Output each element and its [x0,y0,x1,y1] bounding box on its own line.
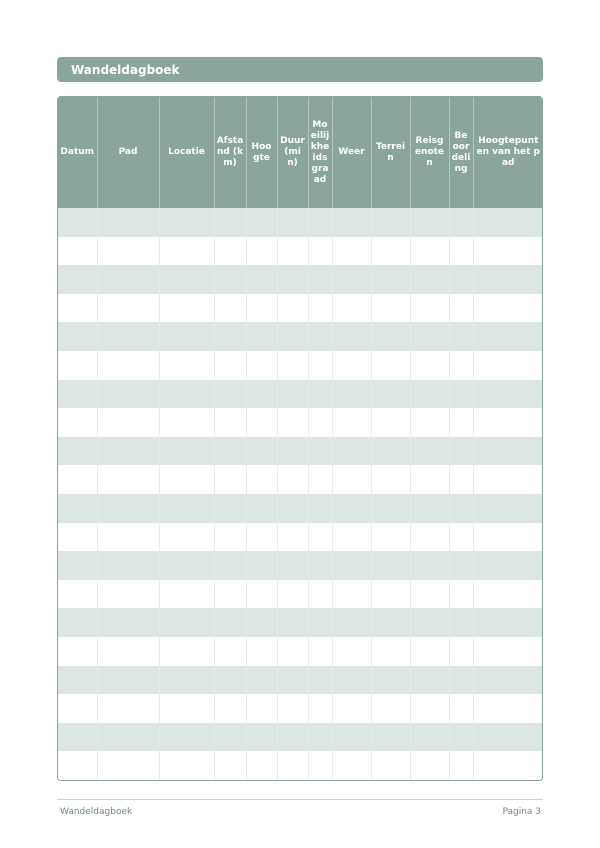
table-cell[interactable] [308,380,332,409]
table-cell[interactable] [410,437,449,466]
table-cell[interactable] [97,637,159,666]
column-header-difficulty: Moeilijkheidsgraad [308,97,332,208]
table-cell[interactable] [473,723,543,752]
table-cell[interactable] [449,694,473,723]
table-cell[interactable] [214,237,246,266]
table-cell[interactable] [277,523,308,552]
table-cell[interactable] [97,694,159,723]
table-cell[interactable] [332,580,371,609]
table-cell[interactable] [449,437,473,466]
table-cell[interactable] [97,608,159,637]
table-cell[interactable] [159,208,214,237]
column-header-distance: Afstand (km) [214,97,246,208]
table-cell[interactable] [58,237,97,266]
table-cell[interactable] [308,208,332,237]
table-cell[interactable] [246,237,277,266]
table-cell[interactable] [159,694,214,723]
table-cell[interactable] [97,580,159,609]
table-cell[interactable] [277,637,308,666]
table-row [58,608,543,637]
table-cell[interactable] [159,608,214,637]
table-cell[interactable] [473,751,543,780]
table-cell[interactable] [410,723,449,752]
table-cell[interactable] [246,265,277,294]
table-cell[interactable] [97,351,159,380]
table-cell[interactable] [214,465,246,494]
footer-title: Wandeldagboek [60,807,133,817]
table-cell[interactable] [159,494,214,523]
table-cell[interactable] [371,551,410,580]
table-cell[interactable] [449,494,473,523]
table-cell[interactable] [246,694,277,723]
table-cell[interactable] [371,580,410,609]
table-cell[interactable] [449,237,473,266]
table-cell[interactable] [277,551,308,580]
table-cell[interactable] [58,608,97,637]
table-cell[interactable] [277,380,308,409]
table-cell[interactable] [277,208,308,237]
table-cell[interactable] [473,351,543,380]
table-cell[interactable] [308,608,332,637]
table-cell[interactable] [159,322,214,351]
table-cell[interactable] [410,408,449,437]
column-header-rating: Beoordeling [449,97,473,208]
table-cell[interactable] [159,580,214,609]
column-header-trail: Pad [97,97,159,208]
table-cell[interactable] [308,523,332,552]
table-cell[interactable] [332,494,371,523]
table-cell[interactable] [332,465,371,494]
table-cell[interactable] [277,322,308,351]
table-cell[interactable] [371,265,410,294]
table-cell[interactable] [214,408,246,437]
table-cell[interactable] [410,494,449,523]
table-cell[interactable] [371,723,410,752]
table-cell[interactable] [308,551,332,580]
table-cell[interactable] [473,437,543,466]
table-cell[interactable] [449,523,473,552]
table-cell[interactable] [214,723,246,752]
table-cell[interactable] [449,723,473,752]
table-cell[interactable] [246,322,277,351]
table-cell[interactable] [214,265,246,294]
table-cell[interactable] [214,637,246,666]
table-cell[interactable] [332,751,371,780]
table-cell[interactable] [159,351,214,380]
table-cell[interactable] [332,551,371,580]
table-cell[interactable] [214,523,246,552]
table-cell[interactable] [58,322,97,351]
table-cell[interactable] [246,437,277,466]
table-cell[interactable] [332,322,371,351]
table-cell[interactable] [308,294,332,323]
table-cell[interactable] [246,608,277,637]
column-header-companions: Reisgenoten [410,97,449,208]
table-cell[interactable] [308,237,332,266]
table-cell[interactable] [473,237,543,266]
column-header-terrain: Terrein [371,97,410,208]
table-cell[interactable] [97,494,159,523]
table-cell[interactable] [371,437,410,466]
table-cell[interactable] [277,723,308,752]
table-cell[interactable] [214,494,246,523]
table-cell[interactable] [410,294,449,323]
table-cell[interactable] [214,437,246,466]
table-cell[interactable] [449,265,473,294]
table-cell[interactable] [277,237,308,266]
table-cell[interactable] [159,551,214,580]
table-cell[interactable] [159,465,214,494]
table-cell[interactable] [308,637,332,666]
table-cell[interactable] [246,380,277,409]
table-cell[interactable] [371,351,410,380]
table-cell[interactable] [308,666,332,695]
table-cell[interactable] [473,608,543,637]
footer-divider [57,799,543,800]
table-cell[interactable] [473,208,543,237]
table-cell[interactable] [277,465,308,494]
table-cell[interactable] [371,666,410,695]
table-cell[interactable] [58,208,97,237]
table-row [58,723,543,752]
table-cell[interactable] [58,751,97,780]
table-cell[interactable] [332,351,371,380]
table-cell[interactable] [246,580,277,609]
table-cell[interactable] [473,380,543,409]
table-cell[interactable] [97,666,159,695]
table-cell[interactable] [58,380,97,409]
table-cell[interactable] [449,322,473,351]
table-cell[interactable] [449,351,473,380]
table-cell[interactable] [332,523,371,552]
table-cell[interactable] [371,294,410,323]
table-cell[interactable] [410,465,449,494]
table-cell[interactable] [214,666,246,695]
table-body [58,208,543,780]
page-title: Wandeldagboek [71,62,180,77]
table-cell[interactable] [97,265,159,294]
table-cell[interactable] [332,408,371,437]
table-cell[interactable] [371,523,410,552]
table-cell[interactable] [371,380,410,409]
table-cell[interactable] [371,322,410,351]
table-cell[interactable] [277,694,308,723]
table-cell[interactable] [449,751,473,780]
column-header-elevation: Hoogte [246,97,277,208]
table-cell[interactable] [308,351,332,380]
table-cell[interactable] [449,637,473,666]
table-row [58,551,543,580]
table-cell[interactable] [308,408,332,437]
table-cell[interactable] [332,265,371,294]
table-cell[interactable] [473,666,543,695]
table-cell[interactable] [97,322,159,351]
table-cell[interactable] [332,437,371,466]
table-cell[interactable] [97,208,159,237]
table-cell[interactable] [473,694,543,723]
table-cell[interactable] [58,523,97,552]
table-cell[interactable] [332,608,371,637]
table-cell[interactable] [246,723,277,752]
table-cell[interactable] [277,437,308,466]
table-cell[interactable] [371,208,410,237]
table-cell[interactable] [246,294,277,323]
table-cell[interactable] [97,751,159,780]
table-cell[interactable] [308,723,332,752]
table-cell[interactable] [410,208,449,237]
table-cell[interactable] [246,666,277,695]
table-cell[interactable] [332,666,371,695]
table-cell[interactable] [371,408,410,437]
table-row [58,322,543,351]
table-cell[interactable] [246,551,277,580]
table-cell[interactable] [332,723,371,752]
table-cell[interactable] [246,465,277,494]
table-cell[interactable] [473,523,543,552]
table-cell[interactable] [332,637,371,666]
table-cell[interactable] [410,580,449,609]
table-cell[interactable] [246,637,277,666]
table-cell[interactable] [214,351,246,380]
table-cell[interactable] [97,523,159,552]
table-cell[interactable] [410,237,449,266]
table-cell[interactable] [58,694,97,723]
table-cell[interactable] [58,265,97,294]
table-cell[interactable] [332,237,371,266]
column-header-duration: Duur (min) [277,97,308,208]
table-cell[interactable] [371,237,410,266]
table-cell[interactable] [246,523,277,552]
table-cell[interactable] [410,351,449,380]
table-cell[interactable] [449,666,473,695]
table-cell[interactable] [332,694,371,723]
hike-log-table [57,96,543,781]
table-cell[interactable] [449,408,473,437]
table-cell[interactable] [277,265,308,294]
table-cell[interactable] [214,608,246,637]
table-cell[interactable] [410,380,449,409]
table-cell[interactable] [159,380,214,409]
table-row [58,666,543,695]
table-cell[interactable] [58,437,97,466]
table-cell[interactable] [473,494,543,523]
table-cell[interactable] [371,751,410,780]
table-row [58,523,543,552]
table-cell[interactable] [214,751,246,780]
table-cell[interactable] [449,465,473,494]
table-cell[interactable] [58,494,97,523]
table-cell[interactable] [332,294,371,323]
table-cell[interactable] [449,380,473,409]
table-cell[interactable] [308,322,332,351]
table-row [58,294,543,323]
column-header-weather: Weer [332,97,371,208]
table-cell[interactable] [410,322,449,351]
table-cell[interactable] [214,694,246,723]
table-cell[interactable] [58,351,97,380]
table-cell[interactable] [214,294,246,323]
table-cell[interactable] [410,666,449,695]
table-cell[interactable] [332,380,371,409]
table-row [58,380,543,409]
table-cell[interactable] [246,751,277,780]
table-cell[interactable] [410,551,449,580]
table-cell[interactable] [410,694,449,723]
table-cell[interactable] [97,437,159,466]
table-header-row [58,97,543,208]
table-cell[interactable] [97,551,159,580]
table-cell[interactable] [473,408,543,437]
column-header-highlights: Hoogtepunten van het pad [473,97,543,208]
table-cell[interactable] [58,465,97,494]
table-cell[interactable] [277,494,308,523]
table-cell[interactable] [58,408,97,437]
table-cell[interactable] [449,580,473,609]
table-row [58,351,543,380]
table-cell[interactable] [277,351,308,380]
table-cell[interactable] [277,294,308,323]
table-cell[interactable] [159,666,214,695]
table-cell[interactable] [410,608,449,637]
table-cell[interactable] [277,608,308,637]
table-row [58,265,543,294]
table-cell[interactable] [159,523,214,552]
table-cell[interactable] [214,208,246,237]
column-header-date: Datum [58,97,97,208]
table-cell[interactable] [159,408,214,437]
table-cell[interactable] [58,580,97,609]
table-cell[interactable] [277,666,308,695]
table-cell[interactable] [449,294,473,323]
table-row [58,437,543,466]
table-cell[interactable] [214,322,246,351]
table-cell[interactable] [473,551,543,580]
table-cell[interactable] [58,666,97,695]
table-cell[interactable] [159,437,214,466]
table-cell[interactable] [308,751,332,780]
table-cell[interactable] [371,637,410,666]
table-cell[interactable] [246,408,277,437]
table-cell[interactable] [410,637,449,666]
table-cell[interactable] [371,465,410,494]
table-cell[interactable] [410,523,449,552]
table-cell[interactable] [277,580,308,609]
table-cell[interactable] [159,265,214,294]
table-cell[interactable] [308,437,332,466]
table-cell[interactable] [410,265,449,294]
table-cell[interactable] [332,208,371,237]
table-cell[interactable] [214,580,246,609]
table-cell[interactable] [159,637,214,666]
title-bar [57,57,543,82]
table-cell[interactable] [97,408,159,437]
table-cell[interactable] [473,265,543,294]
table-cell[interactable] [371,608,410,637]
table-cell[interactable] [58,723,97,752]
table-cell[interactable] [159,237,214,266]
table-row [58,694,543,723]
table-cell[interactable] [277,408,308,437]
table-cell[interactable] [473,465,543,494]
table-cell[interactable] [214,380,246,409]
table-cell[interactable] [308,465,332,494]
table-cell[interactable] [371,694,410,723]
table-cell[interactable] [473,637,543,666]
table-cell[interactable] [97,294,159,323]
table-cell[interactable] [473,580,543,609]
table-row [58,637,543,666]
table-cell[interactable] [371,494,410,523]
table-cell[interactable] [308,694,332,723]
table-cell[interactable] [58,294,97,323]
page-number: Pagina 3 [502,807,541,817]
table-cell[interactable] [449,208,473,237]
table-cell[interactable] [214,551,246,580]
table-row [58,237,543,266]
table-cell[interactable] [308,494,332,523]
table-cell[interactable] [308,580,332,609]
table-cell[interactable] [246,494,277,523]
table-row [58,580,543,609]
table-cell[interactable] [97,465,159,494]
table-cell[interactable] [473,294,543,323]
table-row [58,751,543,780]
table-row [58,408,543,437]
table-cell[interactable] [159,723,214,752]
table-cell[interactable] [159,751,214,780]
table-cell[interactable] [58,551,97,580]
table-cell[interactable] [97,380,159,409]
column-header-location: Locatie [159,97,214,208]
table-cell[interactable] [246,208,277,237]
table-cell[interactable] [97,723,159,752]
table-cell[interactable] [246,351,277,380]
table-cell[interactable] [58,637,97,666]
table-cell[interactable] [97,237,159,266]
table-cell[interactable] [308,265,332,294]
table-cell[interactable] [449,608,473,637]
table-cell[interactable] [159,294,214,323]
table-row [58,465,543,494]
table-cell[interactable] [277,751,308,780]
table-cell[interactable] [449,551,473,580]
table-row [58,208,543,237]
table-row [58,494,543,523]
table-cell[interactable] [473,322,543,351]
table-cell[interactable] [410,751,449,780]
